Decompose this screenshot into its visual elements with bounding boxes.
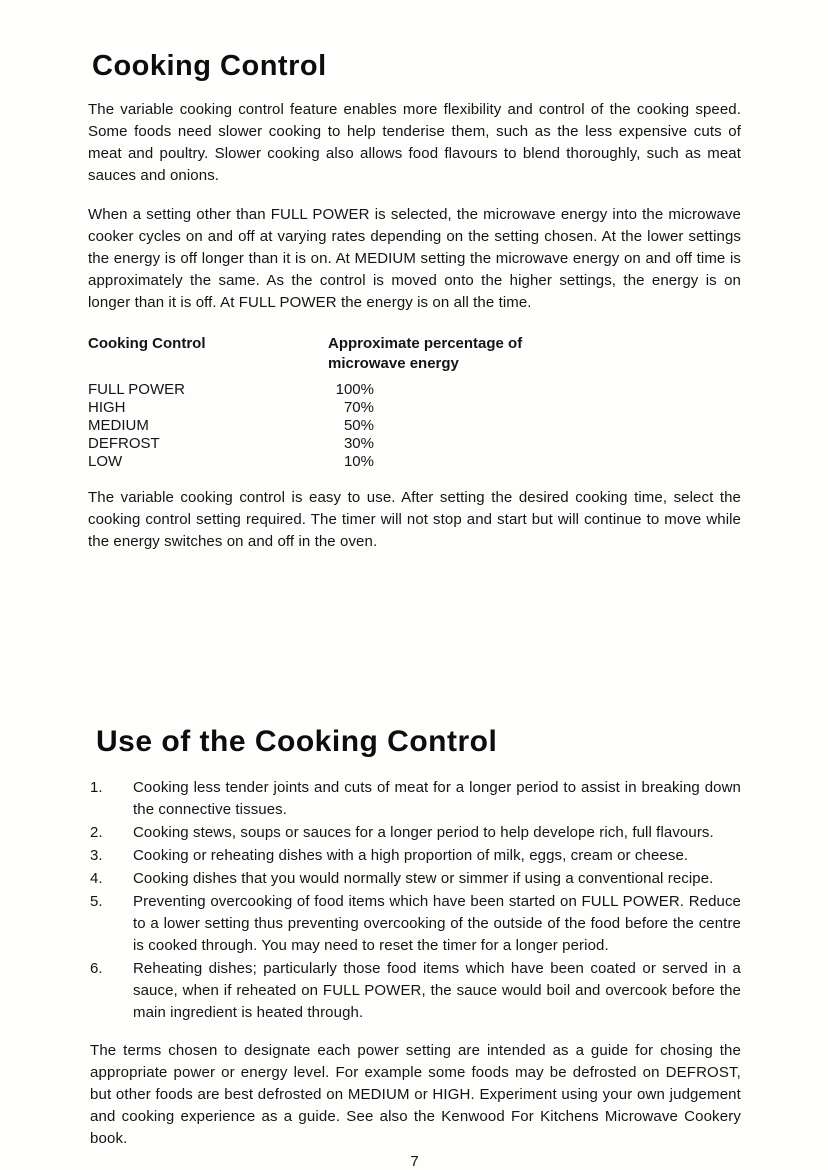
list-item-number: 4. (90, 870, 103, 887)
power-setting-label: DEFROST (88, 435, 160, 452)
power-setting-percent: 10% (343, 453, 374, 470)
list-item-number: 3. (90, 847, 103, 864)
paragraph-closing: The terms chosen to designate each power setting are intended as a guide for chosing the appropriate power or energy level. For example some foods may be defrosted on DEFROST, but other foods are best defrosted on MEDIUM or HIGH. Experiment using your own judgement and cooking experience as a guide. See also the Kenwood For Kitchens Microwave Cookery book. (90, 1042, 741, 1147)
list-item-text: Cooking dishes that you would normally stew or simmer if using a conventional recipe. (133, 870, 714, 887)
list-item (88, 845, 741, 867)
list-item-number: 1. (90, 779, 103, 796)
list-item-text: Reheating dishes; particularly those food items which have been coated or served in a sauce, when if reheated on FULL POWER, the sauce would boil and overcook before the main ingredient is heated through. (133, 960, 741, 1021)
use-list (88, 777, 741, 1024)
paragraph-power-settings: When a setting other than FULL POWER is selected, the microwave energy into the microwave cooker cycles on and off at varying rates depending on the setting chosen. At the lower settings the energy is off longer than it is on. At MEDIUM setting the microwave energy on and off time is approximately the same. As the control is moved onto the higher settings, the energy is on longer than it is off. At FULL POWER the energy is on all the time. (88, 206, 741, 311)
list-item-text: Cooking stews, soups or sauces for a longer period to help develope rich, full flavours. (133, 824, 714, 841)
power-table-header-percentage (328, 334, 741, 374)
list-item (88, 822, 741, 844)
power-setting-percent: 50% (343, 417, 374, 434)
page-number: 7 (410, 1153, 419, 1170)
list-item-text: Cooking less tender joints and cuts of meat for a longer period to assist in breaking down the connective tissues. (133, 779, 741, 818)
page-title: Cooking Control (92, 50, 327, 82)
list-item-number: 2. (90, 824, 103, 841)
power-setting-percent: 30% (343, 435, 374, 452)
power-setting-label: LOW (88, 453, 123, 470)
table-row (88, 453, 741, 471)
table-row (88, 417, 741, 435)
power-setting-label: FULL POWER (88, 381, 185, 398)
list-item-number: 5. (90, 893, 103, 910)
power-table-header (88, 334, 741, 374)
list-item (88, 958, 741, 1024)
list-item (88, 777, 741, 821)
power-table (88, 334, 741, 471)
power-setting-percent: 70% (343, 399, 374, 416)
power-setting-label: MEDIUM (88, 417, 149, 434)
list-item-text: Cooking or reheating dishes with a high proportion of milk, eggs, cream or cheese. (133, 847, 689, 864)
table-row (88, 399, 741, 417)
power-setting-percent: 100% (335, 381, 374, 398)
paragraph-intro: The variable cooking control feature enables more flexibility and control of the cooking speed. Some foods need slower cooking to help tenderise them, such as the less expensive cuts of meat and poultry. Slower cooking also allows food flavours to blend thoroughly, such as meat sauces and onions. (88, 101, 741, 184)
power-table-header-line2: microwave energy (328, 355, 459, 372)
paragraph-how-to-use: The variable cooking control is easy to use. After setting the desired cooking time, select the cooking control setting required. The timer will not stop and start but will continue to move while the energy switches on and off in the oven. (88, 489, 741, 550)
table-row (88, 435, 741, 453)
list-item (88, 868, 741, 890)
power-setting-label: HIGH (88, 399, 126, 416)
list-item (88, 891, 741, 957)
list-item-number: 6. (90, 960, 103, 977)
power-table-header-line1: Approximate percentage of (328, 335, 523, 352)
power-table-header-setting: Cooking Control (88, 335, 206, 352)
list-item-text: Preventing overcooking of food items which have been started on FULL POWER. Reduce to a lower setting thus preventing overcooking of the outside of the food before the centre is cooked through. You may need to reset the timer for a longer period. (133, 893, 741, 954)
table-row (88, 381, 741, 399)
section-title-use-of-cooking-control: Use of the Cooking Control (96, 725, 498, 758)
